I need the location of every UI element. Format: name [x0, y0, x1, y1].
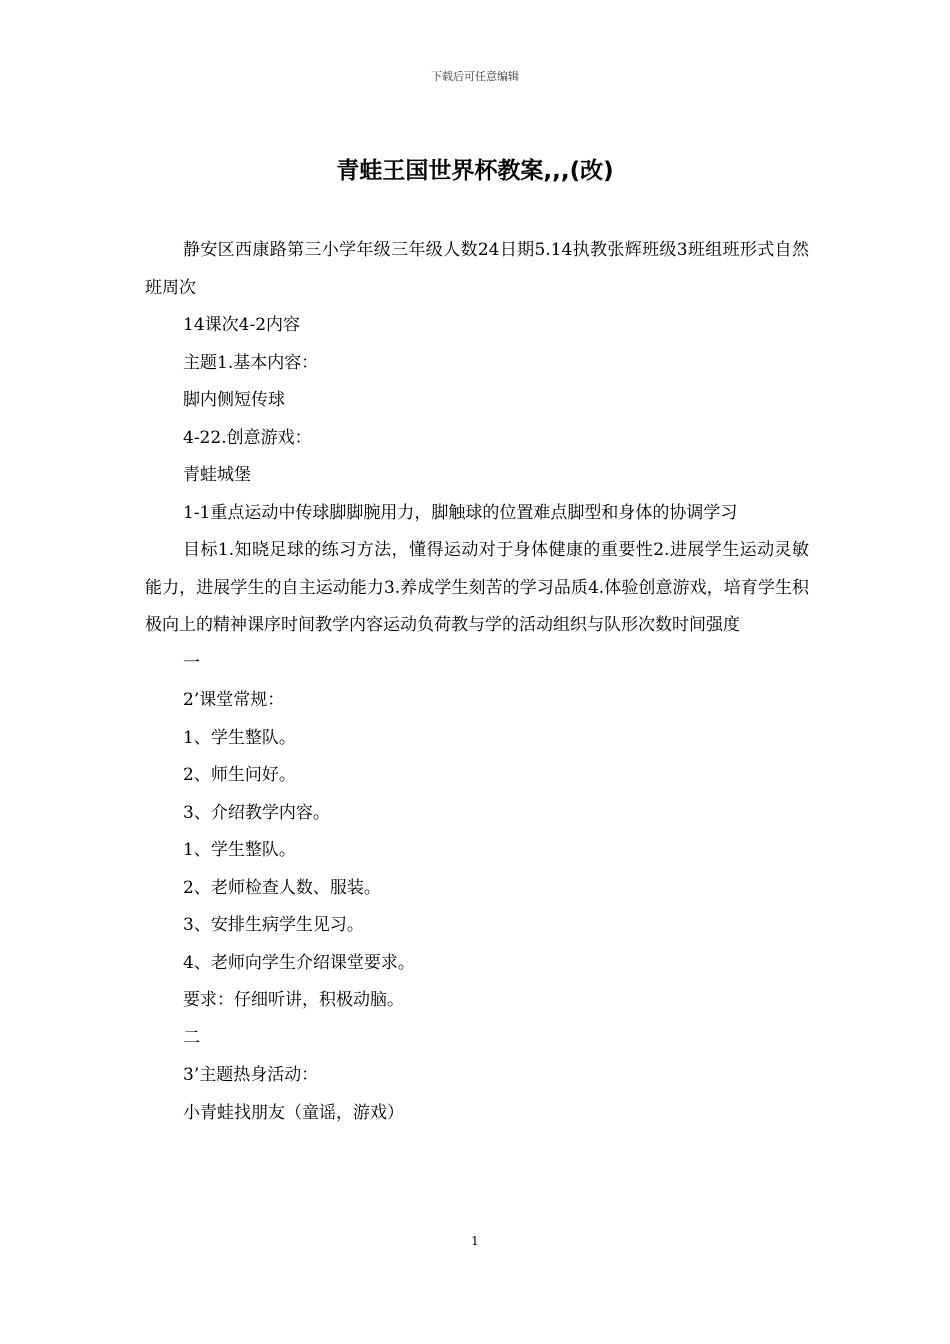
paragraph: 一 — [183, 652, 200, 673]
paragraph: 2、师生问好。 — [183, 765, 296, 785]
paragraph: 3、安排生病学生见习。 — [183, 915, 364, 935]
paragraph: 要求：仔细听讲，积极动脑。 — [183, 990, 404, 1010]
paragraph: 1、学生整队。 — [183, 840, 296, 860]
paragraph: 静安区西康路第三小学年级三年级人数24日期5.14执教张辉班级3班组班形式自然班周次 — [145, 240, 809, 298]
document-title: 青蛙王国世界杯教案,,,(改) — [336, 158, 614, 184]
paragraph: 14课次4-2内容 — [183, 315, 301, 335]
paragraph: 小青蛙找朋友（童谣，游戏） — [183, 1102, 404, 1123]
paragraph: 1-1重点运动中传球脚脚腕用力，脚触球的位置难点脚型和身体的协调学习 — [183, 502, 738, 523]
paragraph: 4、老师向学生介绍课堂要求。 — [183, 952, 415, 973]
paragraph: 4-22.创意游戏： — [183, 427, 312, 448]
page-number: 1 — [471, 1234, 479, 1248]
paragraph: 3、介绍教学内容。 — [183, 802, 330, 823]
paragraph: 2、老师检查人数、服装。 — [183, 877, 381, 898]
paragraph: 主题1.基本内容： — [183, 352, 319, 373]
document-body — [145, 232, 809, 1132]
paragraph: 脚内侧短传球 — [183, 390, 285, 410]
paragraph: 2’课堂常规： — [183, 690, 285, 710]
paragraph: 二 — [183, 1027, 200, 1048]
paragraph: 目标1.知晓足球的练习方法，懂得运动对于身体健康的重要性2.进展学生运动灵敏能力，进展学生的自主运动能力3.养成学生刻苦的学习品质4.体验创意游戏，培育学生积极向上的精神课序时间教学内容运动负荷教与学的活动组织与队形次数时间强度 — [145, 540, 809, 635]
paragraph: 青蛙城堡 — [183, 465, 251, 485]
paragraph: 3’主题热身活动： — [183, 1065, 319, 1085]
paragraph: 1、学生整队。 — [183, 727, 296, 748]
page-header: 下载后可任意编辑 — [431, 70, 519, 83]
